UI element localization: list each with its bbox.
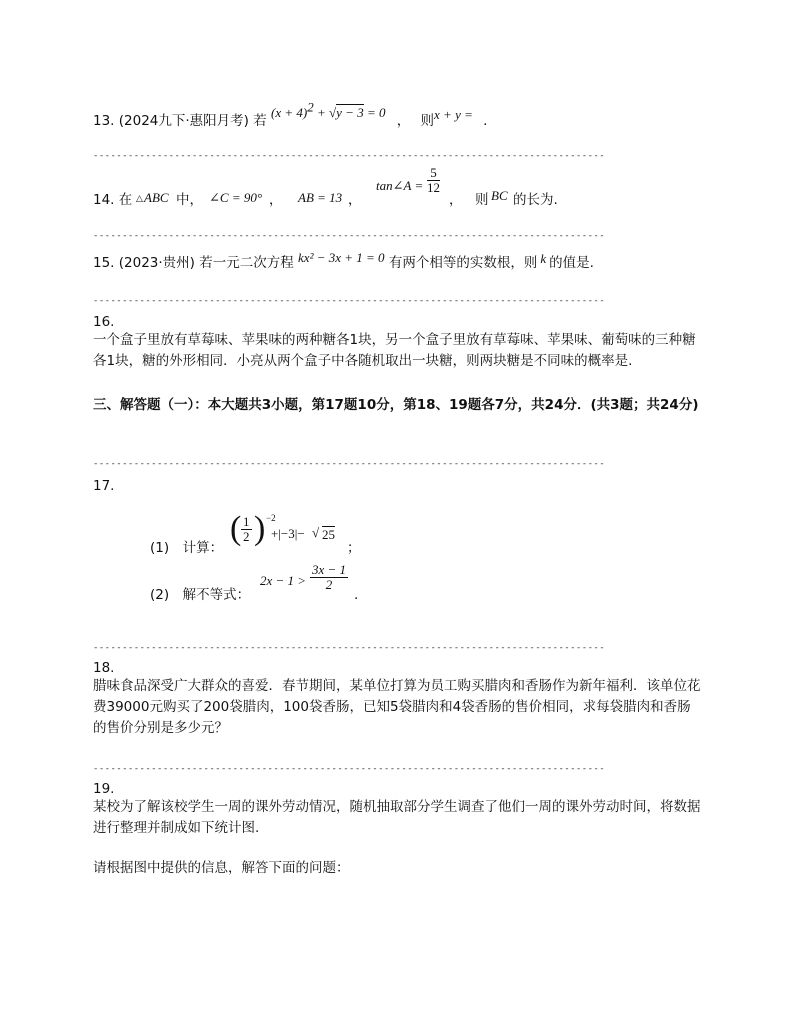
q16-number: 16. <box>93 314 115 330</box>
separator-18: ---------------------------------------------------------------------------------------- <box>93 764 606 774</box>
half-fraction: $\frac{1}{2}$ <box>243 514 250 544</box>
q17-part-2: (2) 解不等式： 2x − 1 > $\frac{3x - 1}{2}$ . <box>150 562 359 603</box>
q19-text: 某校为了解该校学生一周的课外劳动情况，随机抽取部分学生调查了他们一周的课外劳动时间，将数据进行整理并制成如下统计图. <box>93 799 701 836</box>
q19-instruction: 请根据图中提供的信息，解答下面的问题： <box>93 860 350 876</box>
inequality-fraction: $\frac{3x - 1}{2}$ <box>312 562 347 592</box>
q18-text: 腊味食品深受广大群众的喜爱．春节期间，某单位打算为员工购买腊肉和香肠作为新年福利．该单位花费39000元购买了200袋腊肉，100袋香肠，已知5袋腊肉和4袋香肠的售价相同，求每袋腊肉和香肠的售价分别是多少元？ <box>93 678 701 736</box>
section-3-header: 三、解答题（一）：本大题共3小题，第17题10分，第18、19题各7分，共24分．(共3题；共24分) <box>93 397 699 413</box>
q17-part-1: (1) 计算： ( $\frac{1}{2}$ ) −2 +|−3|− √ 25 ； <box>150 510 361 556</box>
q13-prefix: 13. (2024九下·惠阳月考) 若 <box>93 113 267 130</box>
q16-text: 一个盒子里放有草莓味、苹果味的两种糖各1块，另一个盒子里放有草莓味、苹果味、葡萄味的三种糖各1块，糖的外形相同．小亮从两个盒子中各随机取出一块糖，则两块糖是不同味的概率是. <box>93 332 696 369</box>
q17-number: 17. <box>93 478 115 494</box>
triangle-symbol: △ <box>136 193 143 203</box>
separator-17: ---------------------------------------------------------------------------------------- <box>93 643 606 653</box>
sqrt-symbol: √ <box>312 525 320 540</box>
question-13: 13. (2024九下·惠阳月考) 若 $(x + 4)^2 + √y - 3 = 0$ ， 则x + y = . <box>93 100 488 130</box>
question-15: 15. (2023·贵州) 若一元二次方程 kx² − 3x + 1 = 0 有两个相等的实数根，则 k 的值是. <box>93 250 594 271</box>
separator-13: ---------------------------------------------------------------------------------------- <box>93 151 606 161</box>
left-paren: ( <box>230 510 242 547</box>
tan-fraction: $\frac{5}{12}$ <box>427 165 440 195</box>
right-paren: ) <box>254 510 266 547</box>
separator-14: ---------------------------------------------------------------------------------------- <box>93 231 606 241</box>
q18-number: 18. <box>93 660 115 676</box>
q13-equation: $(x + 4)^2 + √y - 3 = 0$ <box>271 100 386 121</box>
q19-number: 19. <box>93 781 115 797</box>
sqrt-symbol: √ <box>329 105 337 121</box>
separator-15: ---------------------------------------------------------------------------------------- <box>93 296 606 306</box>
separator-16: ---------------------------------------------------------------------------------------- <box>93 459 606 469</box>
